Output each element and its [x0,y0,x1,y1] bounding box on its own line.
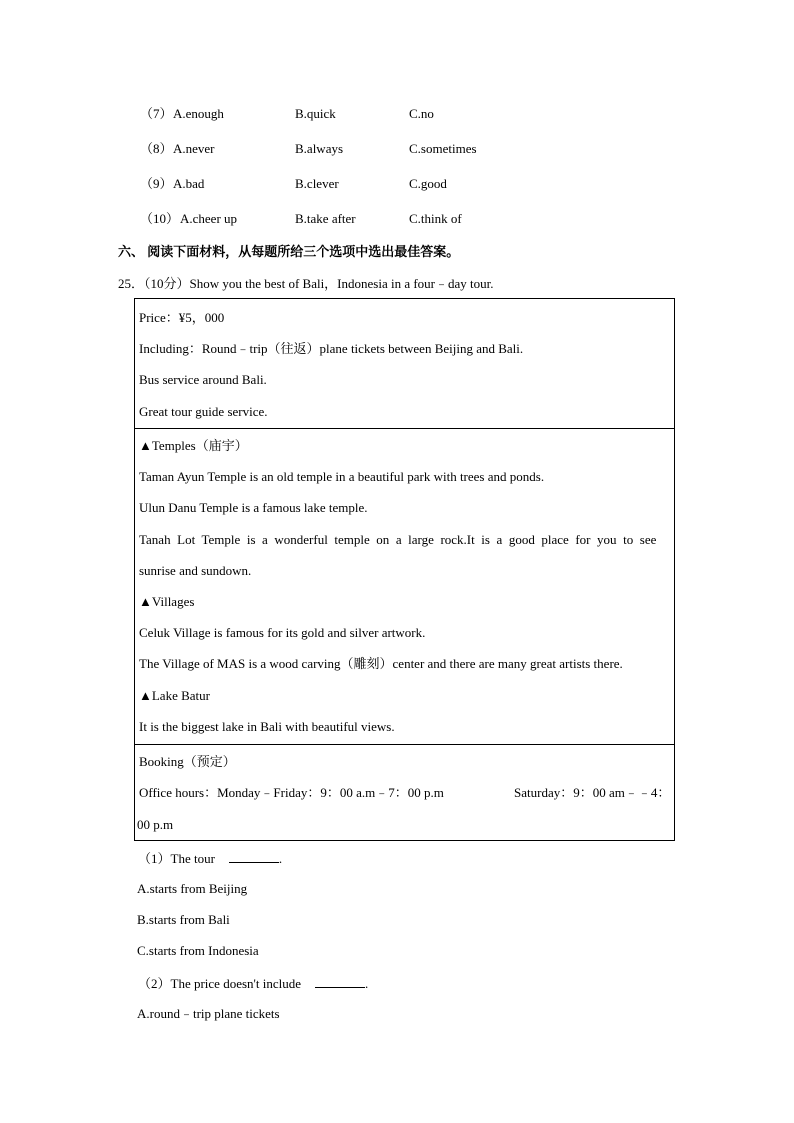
section-heading: 六、 阅读下面材料，从每题所给三个选项中选出最佳答案。 [118,244,460,259]
question-number: （10） [140,211,180,226]
answer-option-c: C.starts from Indonesia [137,943,259,958]
booking-heading: Booking（预定） [139,754,236,769]
answer-blank [315,975,365,988]
option-a: A.cheer up [180,211,238,226]
price-line: Price：¥5，000 [139,310,225,325]
temple-taman-ayun: Taman Ayun Temple is an old temple in a beautiful park with trees and ponds. [139,469,545,484]
lake-heading: ▲Lake Batur [139,688,210,703]
temple-tanah-lot: Tanah Lot Temple is a wonderful temple on a large rock.It is a good place for you to see [139,532,657,547]
question-number: （7） [140,106,173,121]
option-b: B.take after [295,211,356,226]
lake-batur: It is the biggest lake in Bali with beautiful views. [139,719,395,734]
question-stem: （2）The price doesn't include . [138,976,369,991]
places-cell [135,429,674,745]
temple-tanah-lot-continued: sunrise and sundown. [139,563,252,578]
tour-guide-line: Great tour guide service. [139,404,268,419]
question-number: （9） [140,176,173,191]
answer-blank [229,850,279,863]
option-a: A.enough [173,106,224,121]
answer-option-a: A.round﹣trip plane tickets [137,1006,280,1021]
booking-cell [135,745,674,841]
option-c: C.no [409,106,434,121]
price-cell [135,299,674,429]
option-b: B.quick [295,106,336,121]
office-hours-saturday: Saturday：9：00 am﹣﹣4： [514,785,671,800]
village-mas: The Village of MAS is a wood carving（雕刻）center and there are many great artists there. [139,656,623,671]
option-b: B.clever [295,176,339,191]
including-line: Including：Round﹣trip（往返）plane tickets between Beijing and Bali. [139,341,524,356]
option-c: C.good [409,176,447,191]
option-c: C.think of [409,211,462,226]
passage-intro: 25．（10分）Show you the best of Bali，Indonesia in a four﹣day tour. [118,276,494,291]
temples-heading: ▲Temples（庙宇） [139,438,248,453]
temple-ulun-danu: Ulun Danu Temple is a famous lake temple. [139,500,368,515]
answer-option-a: A.starts from Beijing [137,881,248,896]
option-a: A.never [173,141,215,156]
village-celuk: Celuk Village is famous for its gold and silver artwork. [139,625,426,640]
answer-option-b: B.starts from Bali [137,912,230,927]
option-c: C.sometimes [409,141,477,156]
question-number: （8） [140,141,173,156]
tour-info-table [134,298,675,841]
office-hours-end: 00 p.m [137,817,174,832]
bus-service-line: Bus service around Bali. [139,372,267,387]
office-hours-weekday: Office hours：Monday﹣Friday：9：00 a.m﹣7：00 p.m [139,785,444,800]
villages-heading: ▲Villages [139,594,195,609]
option-a: A.bad [173,176,205,191]
question-stem: （1）The tour . [138,851,283,866]
option-b: B.always [295,141,344,156]
